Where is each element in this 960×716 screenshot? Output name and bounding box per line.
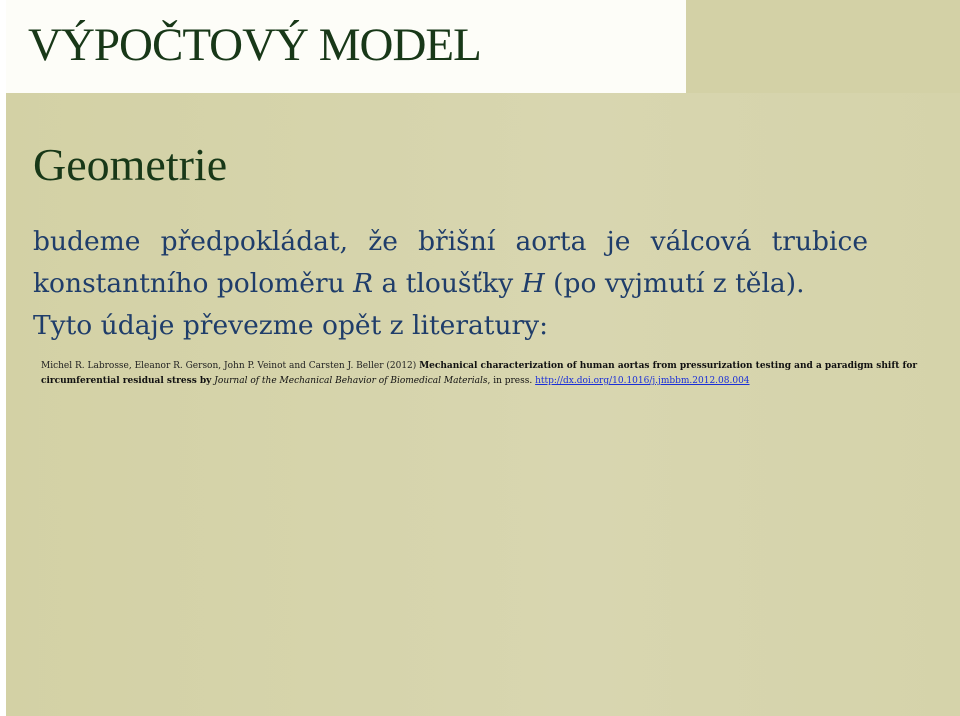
body-line-2: [33, 263, 903, 305]
body-paragraph: [33, 221, 903, 347]
body-line-1: budeme předpokládat, že břišní aorta je válcová trubice: [33, 226, 868, 257]
body-line-3: Tyto údaje převezme opět z literatury:: [33, 310, 549, 341]
thickness-variable: H: [521, 268, 545, 299]
body-line-2-text-b: a tloušťky: [373, 268, 522, 299]
citation-authors: Michel R. Labrosse, Eleanor R. Gerson, John P. Veinot and Carsten J. Beller (2012): [41, 361, 417, 371]
section-heading: Geometrie: [33, 139, 228, 190]
citation-title: Mechanical characterization of human aortas from pressurization testing and a paradigm shift for circumferential residual stress by: [41, 361, 918, 386]
slide-title: VÝPOČTOVÝ MODEL: [28, 19, 481, 71]
body-line-2-text-a: konstantního poloměru: [33, 268, 354, 299]
left-edge-strip: [0, 0, 6, 716]
citation: [41, 359, 921, 389]
citation-doi-link[interactable]: http://dx.doi.org/10.1016/j.jmbbm.2012.08.004: [535, 376, 750, 386]
body-line-2-text-c: (po vyjmutí z těla).: [544, 268, 805, 299]
title-band-accent: [686, 0, 960, 93]
citation-status: , in press.: [487, 376, 533, 386]
radius-variable: R: [353, 268, 374, 299]
citation-journal: Journal of the Mechanical Behavior of Biomedical Materials: [214, 376, 488, 386]
